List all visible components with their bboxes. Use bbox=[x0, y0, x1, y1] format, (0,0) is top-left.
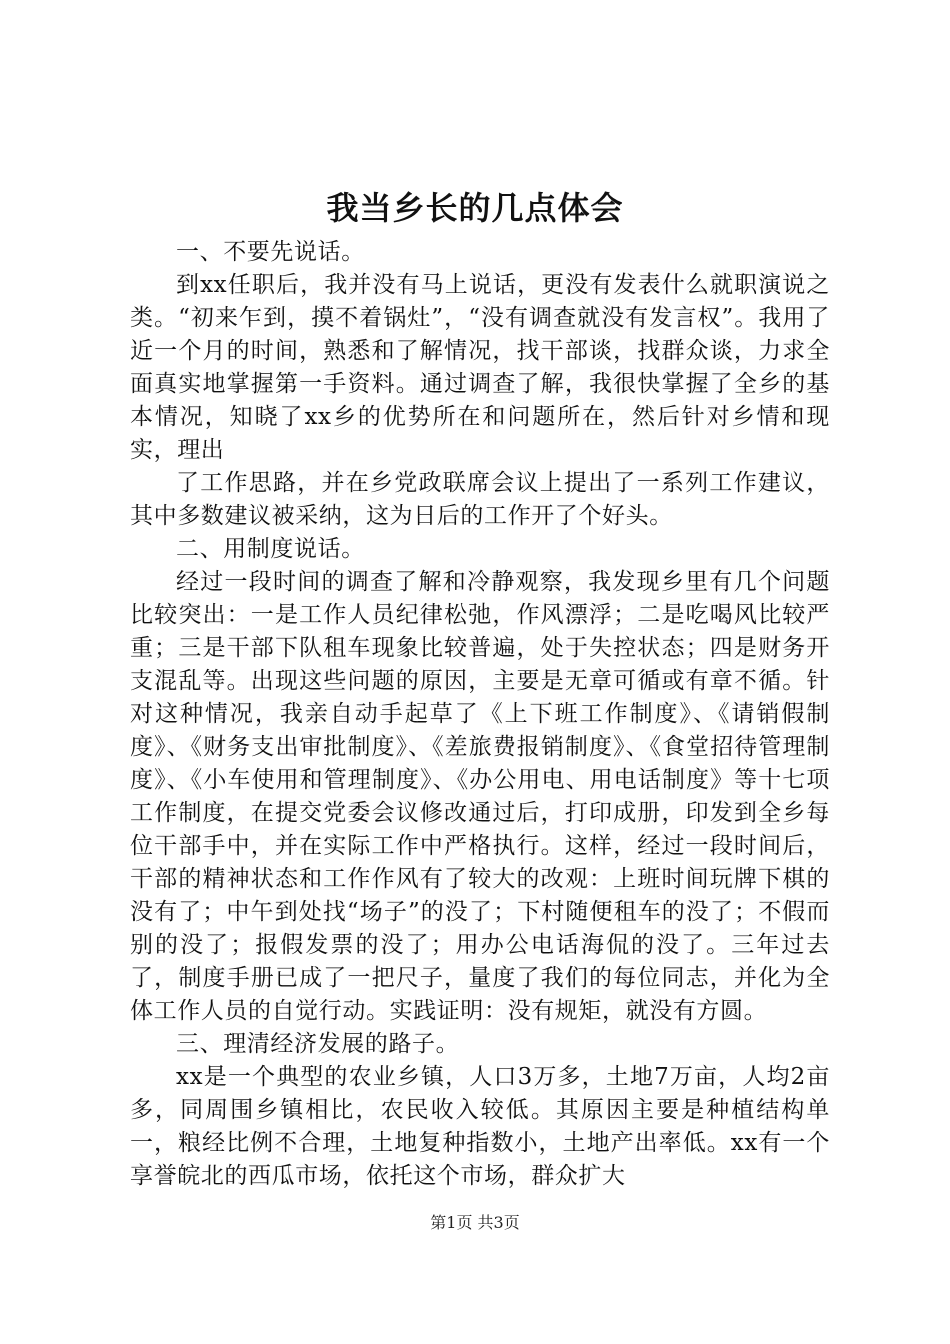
section-heading-1: 一、不要先说话。 bbox=[176, 239, 365, 265]
section-heading-2: 二、用制度说话。 bbox=[176, 536, 365, 562]
page-footer: 第1页 共3页 bbox=[430, 1213, 520, 1232]
body-paragraph: 了工作思路，并在乡党政联席会议上提出了一系列工作建议，其中多数建议被采纳，这为日后的工作开了个好头。 bbox=[130, 470, 830, 529]
body-paragraph: xx是一个典型的农业乡镇，人口3万多，土地7万亩，人均2亩多，同周围乡镇相比，农民收入较低。其原因主要是种植结构单一，粮经比例不合理，土地复种指数小，土地产出率低。xx有一个享誉皖北的西瓜市场，依托这个市场，群众扩大 bbox=[130, 1064, 830, 1189]
body-paragraph: 到xx任职后，我并没有马上说话，更没有发表什么就职演说之类。“初来乍到，摸不着锅灶”，“没有调查就没有发言权”。我用了近一个月的时间，熟悉和了解情况，找干部谈，找群众谈，力求全面真实地掌握第一手资料。通过调查了解，我很快掌握了全乡的基本情况，知晓了xx乡的优势所在和问题所在，然后针对乡情和现实，理出 bbox=[130, 272, 830, 463]
document-title: 我当乡长的几点体会 bbox=[326, 189, 624, 227]
document-body bbox=[130, 236, 830, 1193]
body-paragraph: 经过一段时间的调查了解和冷静观察，我发现乡里有几个问题比较突出：一是工作人员纪律松弛，作风漂浮；二是吃喝风比较严重；三是干部下队租车现象比较普遍，处于失控状态；四是财务开支混乱等。出现这些问题的原因，主要是无章可循或有章不循。针对这种情况，我亲自动手起草了《上下班工作制度》、《请销假制度》、《财务支出审批制度》、《差旅费报销制度》、《食堂招待管理制度》、《小车使用和管理制度》、《办公用电、用电话制度》等十七项工作制度，在提交党委会议修改通过后，打印成册，印发到全乡每位干部手中，并在实际工作中严格执行。这样，经过一段时间后，干部的精神状态和工作作风有了较大的改观：上班时间玩牌下棋的没有了；中午到处找“场子”的没了；下村随便租车的没了；不假而别的没了；报假发票的没了；用办公电话海侃的没了。三年过去了，制度手册已成了一把尺子，量度了我们的每位同志，并化为全体工作人员的自觉行动。实践证明：没有规矩，就没有方圆。 bbox=[130, 569, 830, 1024]
section-heading-3: 三、理清经济发展的路子。 bbox=[176, 1031, 460, 1057]
